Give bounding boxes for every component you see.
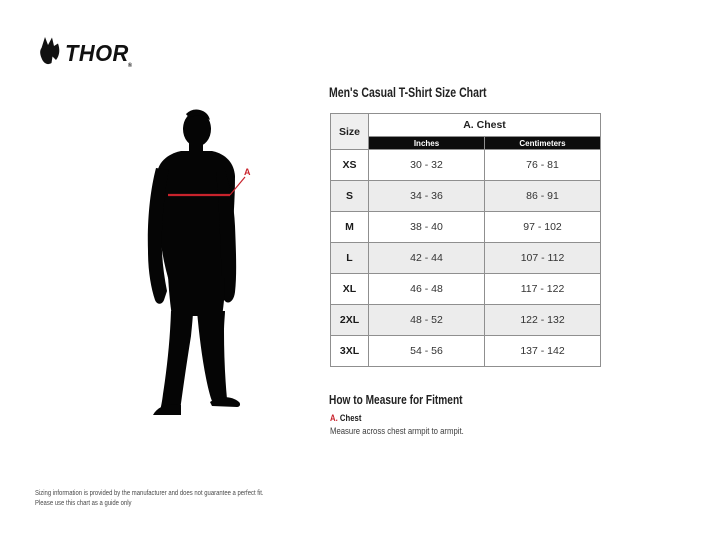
size-cell: XL (331, 274, 369, 305)
header-chest-group: A. Chest (369, 114, 601, 137)
inches-cell: 48 - 52 (369, 305, 485, 336)
inches-cell: 46 - 48 (369, 274, 485, 305)
inches-cell: 30 - 32 (369, 150, 485, 181)
cm-cell: 107 - 112 (485, 243, 601, 274)
header-inches: Inches (369, 137, 485, 150)
header-size: Size (331, 114, 369, 150)
cm-cell: 76 - 81 (485, 150, 601, 181)
cm-cell: 137 - 142 (485, 336, 601, 367)
measure-item-description: Measure across chest armpit to armpit. (330, 426, 464, 436)
disclaimer-text (35, 488, 328, 507)
cm-cell: 86 - 91 (485, 181, 601, 212)
disclaimer-line-1: Sizing information is provided by the manufacturer and does not guarantee a perfect fit. (35, 488, 264, 497)
measure-item-chest (330, 413, 367, 423)
size-cell: L (331, 243, 369, 274)
thor-helmet-icon (37, 36, 62, 71)
size-cell: 3XL (331, 336, 369, 367)
inches-cell: 38 - 40 (369, 212, 485, 243)
size-cell: XS (331, 150, 369, 181)
table-row-3xl (331, 336, 601, 367)
size-cell: S (331, 181, 369, 212)
measure-item-label: Chest (339, 413, 362, 423)
size-cell: 2XL (331, 305, 369, 336)
cm-cell: 117 - 122 (485, 274, 601, 305)
trademark-symbol: ® (127, 63, 133, 69)
size-chart-title: Men's Casual T-Shirt Size Chart (329, 85, 487, 100)
table-row-l (331, 243, 601, 274)
table-row-xl (331, 274, 601, 305)
measure-item-key: A. (330, 413, 338, 423)
inches-cell: 54 - 56 (369, 336, 485, 367)
body-silhouette-figure (140, 106, 260, 421)
table-row-2xl (331, 305, 601, 336)
size-cell: M (331, 212, 369, 243)
cm-cell: 97 - 102 (485, 212, 601, 243)
thor-wordmark: $THOR_®$ (65, 40, 133, 69)
header-centimeters: Centimeters (485, 137, 601, 150)
body-silhouette (148, 110, 240, 416)
table-row-s (331, 181, 601, 212)
cm-cell: 122 - 132 (485, 305, 601, 336)
size-chart-table (330, 113, 601, 367)
measure-section-title: How to Measure for Fitment (329, 392, 463, 407)
inches-cell: 42 - 44 (369, 243, 485, 274)
annotation-a-label: A (244, 167, 251, 177)
thor-logo (37, 36, 137, 71)
disclaimer-line-2: Please use this chart as a guide only (35, 497, 132, 507)
inches-cell: 34 - 36 (369, 181, 485, 212)
table-row-m (331, 212, 601, 243)
table-row-xs (331, 150, 601, 181)
